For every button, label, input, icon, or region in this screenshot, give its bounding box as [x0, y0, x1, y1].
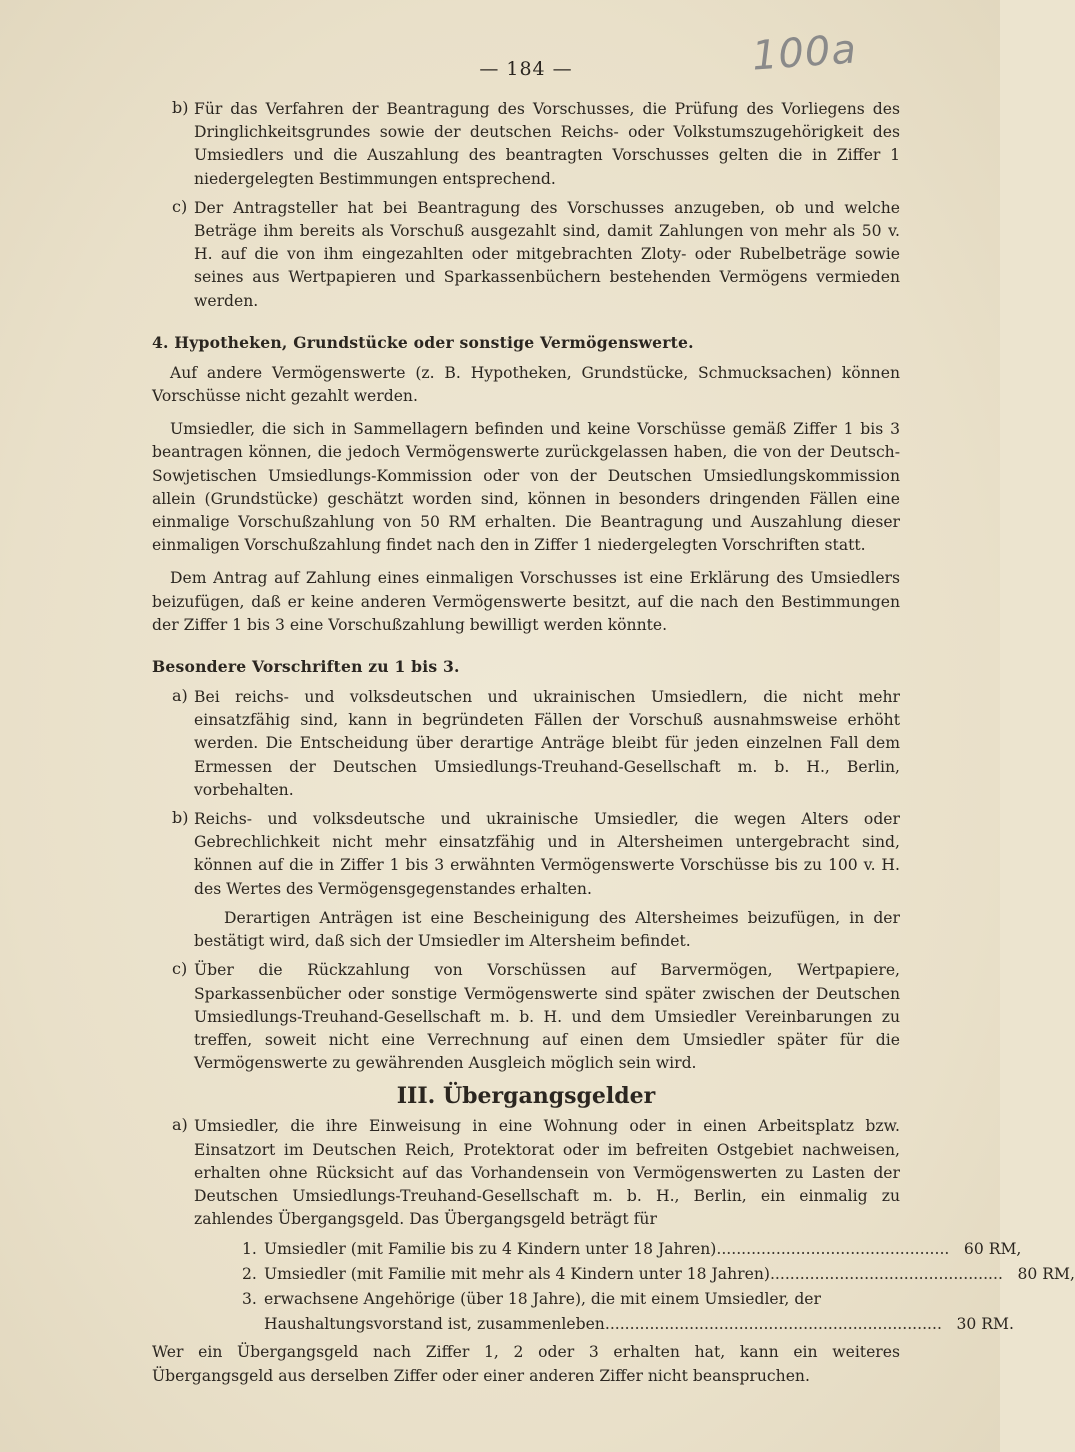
section-iii-closing: Wer ein Übergangsgeld nach Ziffer 1, 2 oder 3 erhalten hat, kann ein weiteres Übergangsgeld aus derselben Ziffer oder einer anderen Ziffer nicht beanspruchen.: [152, 1343, 900, 1385]
item-text: Der Antragsteller hat bei Beantragung des Vorschusses anzugeben, ob und welche Beträge ihm bereits als Vorschuß ausgezahlt sind, damit Zahlungen von mehr als 50 v. H. auf die von ihm eingezahlten oder mitgebrachten Zloty- oder Rubelbeträge sowie seines aus Wertpapieren und Sparkassenbüchern bestehenden Vermögens vermieden werden.: [194, 198, 900, 310]
list-item: [242, 1237, 1022, 1262]
item-text: Umsiedler, die ihre Einweisung in eine Wohnung oder in einen Arbeitsplatz bzw. Einsatzort im Deutschen Reich, Protektorat oder im befreiten Ostgebiet nachweisen, erhalten ohne Rücksicht auf das Vorhandensein von Vermögenswerten zu Lasten der Deutschen Umsiedlungs-Treuhand-Gesellschaft m. b. H., Berlin, ein einmalig zu zahlendes Übergangsgeld. Das Übergangsgeld beträgt für: [194, 1117, 900, 1229]
page-number: — 184 —: [479, 58, 573, 80]
special-item-b-continuation: Derartigen Anträgen ist eine Bescheinigung des Altersheimes beizufügen, in der bestätigt wird, daß sich der Umsiedler im Altersheim befindet.: [194, 908, 900, 951]
sec4-paragraph-3: Dem Antrag auf Zahlung eines einmaligen Vorschusses ist eine Erklärung des Umsiedlers beizufügen, daß er keine anderen Vermögenswerte besitzt, auf die nach den Bestimmungen der Ziffer 1 bis 3 eine Vorschußzahlung bewilligt werden könnte.: [152, 569, 900, 634]
list-item-text: erwachsene Angehörige (über 18 Jahre), die mit einem Umsiedler, der: [264, 1290, 821, 1309]
item-text: Für das Verfahren der Beantragung des Vorschusses, die Prüfung des Vorliegens des Dringlichkeitsgrundes sowie der deutschen Reichs- oder Volkstumszugehörigkeit des Umsiedlers und die Auszahlung des beantragten Vorschusses gelten die in Ziffer 1 niedergelegten Bestimmungen entsprechend.: [194, 100, 900, 188]
list-item-amount: 80 RM,: [1017, 1265, 1075, 1284]
item-text: Reichs- und volksdeutsche und ukrainische Umsiedler, die wegen Alters oder Gebrechlichkeit nicht mehr einsatzfähig und in Altersheimen untergebracht sind, können auf die in Ziffer 1 bis 3 erwähnten Vermögenswerte Vorschüsse bis zu 100 v. H. des Wertes des Vermögensgegenstandes erhalten.: [194, 810, 900, 898]
list-item-number: 3.: [242, 1290, 257, 1309]
item-marker: c): [172, 959, 188, 979]
item-marker: c): [172, 196, 188, 216]
list-item-amount: 60 RM,: [963, 1240, 1022, 1259]
sec4-paragraph-2: Umsiedler, die sich in Sammellagern befinden und keine Vorschüsse gemäß Ziffer 1 bis 3 beantragen können, die jedoch Vermögenswerte zurückgelassen haben, die von der Deutsch-Sowjetischen Umsiedlungs-Kommission oder von der Deutschen Umsiedlungskommission allein (Grundstücke) geschätzt worden sind, können in besonders dringenden Fällen eine einmalige Vorschußzahlung von 50 RM erhalten. Die Beantragung und Auszahlung dieser einmaligen Vorschußzahlung findet nach den in Ziffer 1 niedergelegten Vorschriften statt.: [152, 420, 900, 555]
list-item: [242, 1287, 900, 1312]
sec3-item-c: [152, 197, 900, 313]
special-item-b: [152, 808, 900, 901]
leader-dots: ....................................................................: [604, 1315, 942, 1334]
special-item-c: [152, 959, 900, 1075]
special-item-a: [152, 686, 900, 802]
list-item-continuation: [242, 1312, 1014, 1337]
section-iii-heading: III. Übergangsgelder: [396, 1083, 656, 1110]
sec3-item-b: [152, 98, 900, 191]
handwritten-page-note: 100a: [750, 26, 859, 80]
section-iii-item-a: [152, 1115, 900, 1231]
item-marker: b): [172, 808, 189, 828]
list-item-number: 1.: [242, 1240, 257, 1259]
item-marker: b): [172, 98, 189, 117]
item-text: Bei reichs- und volksdeutschen und ukrainischen Umsiedlern, die nicht mehr einsatzfähig sind, kann in begründeten Fällen der Vorschuß ausnahmsweise erhöht werden. Die Entscheidung über derartige Anträge bleibt für jeden einzelnen Fall dem Ermessen der Deutschen Umsiedlungs-Treuhand-Gesellschaft m. b. H., Berlin, vorbehalten.: [194, 688, 900, 799]
list-item-number: 2.: [242, 1265, 257, 1284]
leader-dots: ...............................................: [716, 1240, 950, 1259]
list-item-text: Umsiedler (mit Familie mit mehr als 4 Kindern unter 18 Jahren): [264, 1265, 770, 1284]
special-rules-heading: Besondere Vorschriften zu 1 bis 3.: [152, 657, 460, 677]
list-item-amount: 30 RM.: [956, 1315, 1014, 1334]
item-text: Über die Rückzahlung von Vorschüssen auf Barvermögen, Wertpapiere, Sparkassenbücher oder sonstige Vermögenswerte sind später zwischen der Deutschen Umsiedlungs-Treuhand-Gesellschaft m. b. H. und dem Umsiedler Vereinbarungen zu treffen, soweit nicht eine Verrechnung auf einen dem Umsiedler später für die Vermögenswerte zu gewährenden Ausgleich möglich sein wird.: [194, 961, 900, 1073]
list-item-text: Umsiedler (mit Familie bis zu 4 Kindern unter 18 Jahren): [264, 1240, 717, 1259]
allowance-list: [152, 1237, 1075, 1337]
leader-dots: ...............................................: [769, 1265, 1003, 1284]
item-marker: a): [172, 1115, 188, 1135]
list-item: [242, 1262, 1075, 1287]
sec4-paragraph-1: Auf andere Vermögenswerte (z. B. Hypotheken, Grundstücke, Schmucksachen) können Vorschüsse nicht gezahlt werden.: [152, 363, 900, 406]
list-item-text-continued: Haushaltungsvorstand ist, zusammenleben: [264, 1315, 605, 1334]
item-marker: a): [172, 686, 188, 706]
section-4-heading: 4. Hypotheken, Grundstücke oder sonstige Vermögenswerte.: [152, 332, 694, 352]
